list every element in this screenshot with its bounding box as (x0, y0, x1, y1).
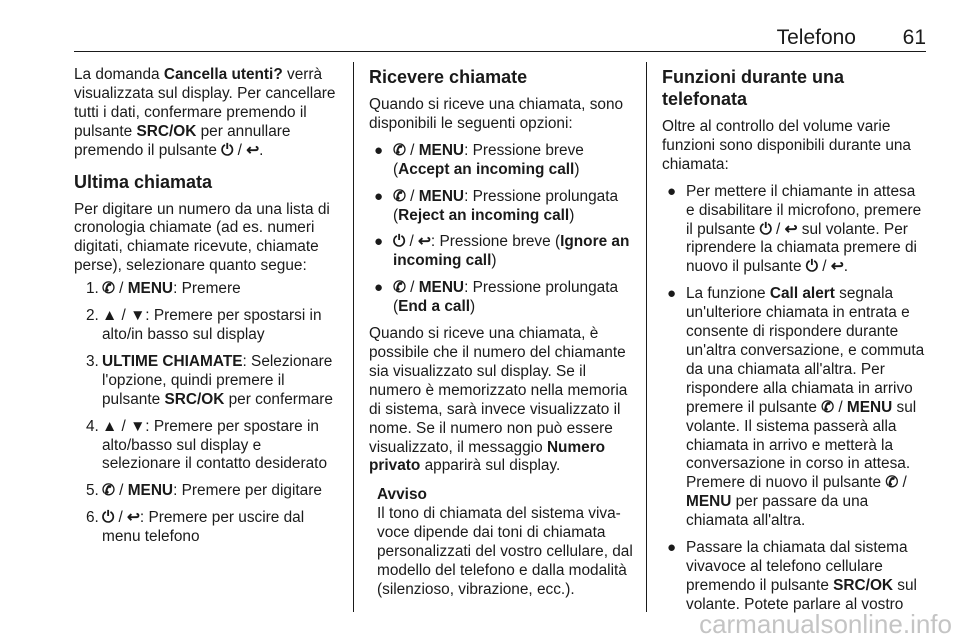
text-run: / (405, 233, 419, 251)
step-number: 1. (86, 280, 99, 298)
step-item (74, 418, 342, 475)
bullet-item (662, 183, 928, 278)
text-run: : Premere (173, 280, 241, 298)
bold-term: MENU (127, 280, 174, 298)
bold-term: SRC/OK (136, 122, 197, 140)
bullet-item (369, 142, 634, 180)
step-item (74, 509, 342, 547)
text-run: ) (491, 252, 497, 270)
phone-icon: ✆ (102, 280, 115, 298)
caller-id-paragraph (369, 325, 634, 476)
bold-term: SRC/OK (164, 390, 225, 408)
text-run: ) (574, 160, 580, 178)
text-run: Per mettere il chiamante in attesa e disabilitare il microfono, premere il pulsante (686, 182, 922, 238)
phone-icon: ✆ (102, 482, 115, 500)
note-box (377, 486, 634, 599)
ultima-chiamata-paragraph: Per digitare un numero da una lista di cronologia chiamate (ad es. numeri digitati, chiamate ricevute, chiamate perse), selezionare quanto segue: (74, 200, 330, 275)
down-arrow-icon: ▼ (130, 417, 146, 435)
mute-icon: ⏻ (759, 220, 772, 238)
text-run: per annullare premendo il pulsante (74, 122, 291, 159)
bullet-item (369, 188, 634, 226)
text-run: / (771, 220, 785, 238)
step-number: 2. (86, 307, 99, 325)
heading-ricevere-chiamate: Ricevere chiamate (369, 67, 528, 87)
bold-term: Numero privato (369, 438, 606, 475)
step-item (74, 482, 342, 501)
watermark: carmanualsonline.info (699, 609, 952, 639)
mute-icon: ⏻ (221, 141, 234, 159)
text-run: : Pressione prolungata ( (393, 279, 619, 316)
text-run: : Pressione prolungata ( (393, 187, 619, 224)
bullet-icon: ● (374, 279, 384, 297)
bullet-item (662, 539, 928, 615)
bold-term: MENU (418, 141, 465, 159)
step-number: 3. (86, 352, 99, 370)
text-run: La domanda (74, 66, 164, 83)
text-run: ) (470, 298, 476, 316)
ricevere-paragraph: Quando si riceve una chiamata, sono disponibili le seguenti opzioni: (369, 96, 624, 132)
bullet-icon: ● (374, 233, 384, 251)
bullet-icon: ● (374, 141, 384, 159)
bold-term: MENU (127, 482, 174, 500)
heading-funzioni: Funzioni durante una telefonata (662, 67, 844, 109)
column-1 (74, 66, 342, 555)
text-run: sul volante. Per riprendere la chiamata premere di nuovo il pulsante (686, 220, 917, 276)
bold-term: MENU (686, 493, 732, 511)
phone-icon: ✆ (885, 474, 899, 492)
bold-term: Cancella utenti? (163, 66, 283, 83)
bold-term: End a call (398, 298, 470, 316)
text-run: segnala un'ulteriore chiamata in entrata e consente di rispondere durante un'altra conversazione, e commuta da una chiamata all'altra. Per rispondere alla chiamata in arrivo premere il pulsante (686, 285, 925, 416)
text-run: / (233, 141, 247, 159)
down-arrow-icon: ▼ (130, 307, 146, 325)
text-run: / (817, 258, 831, 276)
bullet-icon: ● (374, 187, 384, 205)
text-run: / (834, 398, 847, 416)
step-number: 5. (86, 482, 99, 500)
text-run: : Pressione breve ( (430, 233, 561, 251)
up-arrow-icon: ▲ (102, 417, 118, 435)
bullet-icon: ● (667, 182, 677, 200)
text-run: La funzione (686, 285, 770, 303)
options-list (369, 142, 634, 317)
text-run: : Pressione breve ( (393, 141, 584, 178)
bullet-icon: ● (667, 285, 677, 303)
text-run: : Premere per uscire dal menu telefono (102, 509, 305, 546)
text-run: / (117, 307, 131, 325)
text-run: Passare la chiamata dal sistema vivavoce al telefono cellulare premendo il pulsante (686, 539, 908, 594)
text-run: sul volante. Potete parlare al vostro (686, 576, 917, 613)
section-title: Telefono (776, 26, 856, 49)
bullet-icon: ● (667, 539, 677, 557)
mute-icon: ⏻ (393, 233, 406, 251)
phone-icon: ✆ (393, 279, 406, 297)
functions-list (662, 183, 928, 615)
page-number: 61 (902, 26, 926, 49)
text-run: : Premere per spostare in alto/basso sul display e selezionare il contatto desiderato (102, 417, 328, 473)
header-rule (74, 51, 926, 52)
text-run: ) (569, 206, 575, 224)
step-item (74, 353, 342, 410)
mute-icon: ⏻ (102, 509, 115, 527)
text-run: : Premere per digitare (173, 482, 322, 500)
text-run: / (114, 280, 128, 298)
text-run: sul volante. Il sistema passerà alla chiamata in arrivo e metterà la conversazione in corso in attesa. Premere di nuovo il pulsante (686, 398, 917, 492)
mute-icon: ⏻ (805, 258, 818, 276)
back-icon: ↩ (784, 220, 798, 238)
text-run: per confermare (224, 390, 333, 408)
funzioni-paragraph: Oltre al controllo del volume varie funzioni sono disponibili durante una chiamata: (662, 118, 911, 173)
steps-list (74, 280, 342, 547)
text-run: / (405, 279, 419, 297)
bold-term: MENU (846, 398, 893, 416)
bold-term: ULTIME CHIAMATE (102, 352, 243, 370)
text-run: / (117, 417, 131, 435)
page-header (74, 22, 926, 52)
column-divider-2 (646, 62, 647, 612)
text-run: per passare da una chiamata all'altra. (686, 493, 869, 530)
text-run: / (898, 474, 907, 492)
bold-term: MENU (418, 279, 465, 297)
bold-term: MENU (418, 187, 465, 205)
text-run: / (114, 482, 128, 500)
step-item (74, 280, 342, 299)
bullet-item (369, 279, 634, 317)
text-run: / (405, 187, 419, 205)
heading-ultima-chiamata: Ultima chiamata (74, 171, 213, 192)
step-number: 6. (86, 509, 99, 527)
note-text: Il tono di chiamata del sistema viva-voce dipende dai toni di chiamata personalizzati del vostro cellulare, dal modello del telefono e dalla modalità (silenzioso, vibrazione, ecc.). (377, 505, 633, 598)
up-arrow-icon: ▲ (102, 307, 118, 325)
column-3 (662, 66, 928, 623)
bold-term: Accept an incoming call (398, 160, 575, 178)
bullet-item (369, 233, 634, 271)
back-icon: ↩ (127, 509, 140, 527)
bold-term: Reject an incoming call (398, 206, 570, 224)
text-run: verrà visualizzata sul display. Per cancellare tutti i dati, confermare premendo il pulsante (74, 66, 336, 140)
bold-term: Call alert (769, 285, 835, 303)
phone-icon: ✆ (393, 187, 406, 205)
text-run: Quando si riceve una chiamata, è possibile che il numero del chiamante sia visualizzato sul display. Se il numero è memorizzato nella memoria di sistema, sarà invece visualizzato il nome. Se il numero non può essere visualizzato, il messaggio (369, 325, 628, 456)
note-title: Avviso (377, 486, 427, 504)
back-icon: ↩ (830, 258, 844, 276)
bold-term: SRC/OK (833, 576, 894, 594)
text-run: / (114, 509, 128, 527)
column-divider-1 (353, 62, 354, 612)
text-run: apparirà sul display. (420, 457, 561, 475)
text-run: . (259, 141, 264, 159)
text-run: . (843, 258, 848, 276)
intro-paragraph (74, 66, 342, 161)
bold-term: Ignore an incoming call (393, 233, 630, 270)
phone-icon: ✆ (821, 398, 835, 416)
back-icon: ↩ (418, 233, 431, 251)
step-item (74, 307, 342, 345)
back-icon: ↩ (246, 141, 260, 159)
phone-icon: ✆ (393, 141, 406, 159)
text-run: : Selezionare l'opzione, quindi premere il pulsante (102, 352, 333, 408)
column-2 (369, 66, 634, 600)
step-number: 4. (86, 417, 99, 435)
text-run: : Premere per spostarsi in alto/in basso sul display (102, 307, 322, 343)
bullet-item (662, 285, 928, 531)
text-run: / (405, 141, 419, 159)
